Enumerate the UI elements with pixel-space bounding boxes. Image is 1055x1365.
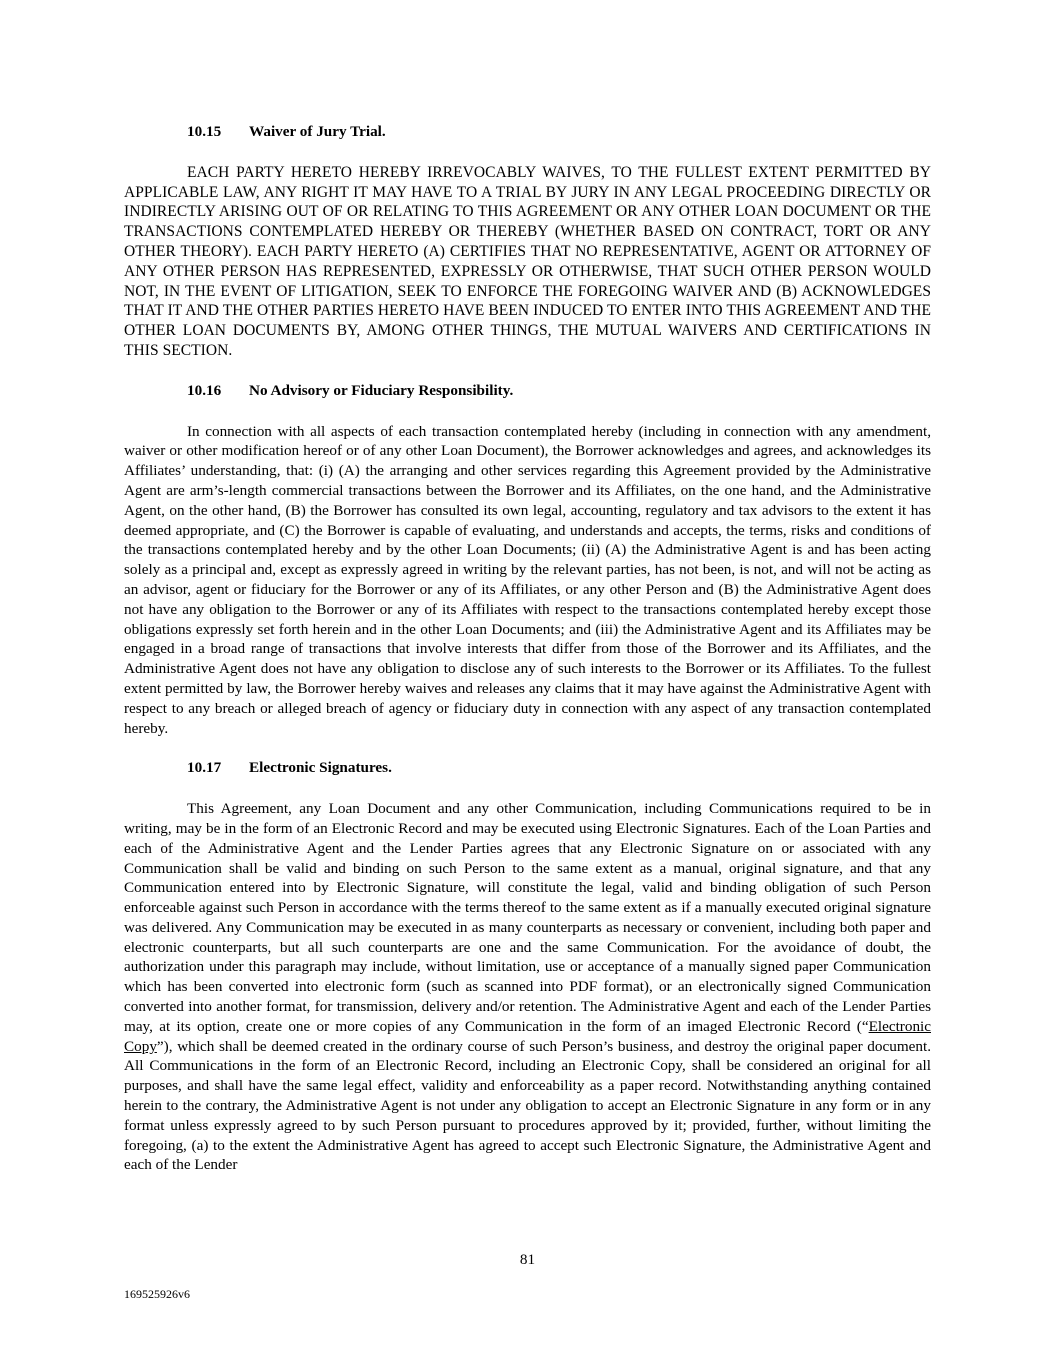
section-paragraph-10-17 — [124, 799, 931, 1175]
section-heading-10-17 — [124, 758, 931, 778]
section-number: 10.15 — [187, 123, 222, 140]
section-paragraph-10-15: EACH PARTY HERETO HEREBY IRREVOCABLY WAIVES, TO THE FULLEST EXTENT PERMITTED BY APPLICABLE LAW, ANY RIGHT IT MAY HAVE TO A TRIAL BY JURY IN ANY LEGAL PROCEEDING DIRECTLY OR INDIRECTLY ARISING OUT OF OR RELATING TO THIS AGREEMENT OR ANY OTHER LOAN DOCUMENT OR THE TRANSACTIONS CONTEMPLATED HEREBY OR THEREBY (WHETHER BASED ON CONTRACT, TORT OR ANY OTHER THEORY). EACH PARTY HERETO (A) CERTIFIES THAT NO REPRESENTATIVE, AGENT OR ATTORNEY OF ANY OTHER PERSON HAS REPRESENTED, EXPRESSLY OR OTHERWISE, THAT SUCH OTHER PERSON WOULD NOT, IN THE EVENT OF LITIGATION, SEEK TO ENFORCE THE FOREGOING WAIVER AND (B) ACKNOWLEDGES THAT IT AND THE OTHER PARTIES HERETO HAVE BEEN INDUCED TO ENTER INTO THIS AGREEMENT AND THE OTHER LOAN DOCUMENTS BY, AMONG OTHER THINGS, THE MUTUAL WAIVERS AND CERTIFICATIONS IN THIS SECTION. — [124, 163, 931, 359]
section-paragraph-10-16: In connection with all aspects of each transaction contemplated hereby (including in connection with any amendment, waiver or other modification hereof or of any other Loan Document), the Borrower acknowledges and agrees, and acknowledges its Affiliates’ understanding, that: (i) (A) the arranging and other services regarding this Agreement provided by the Administrative Agent are arm’s-length commercial transactions between the Borrower and its Affiliates, on the one hand, and the Administrative Agent, on the other hand, (B) the Borrower has consulted its own legal, accounting, regulatory and tax advisors to the extent it has deemed appropriate, and (C) the Borrower is capable of evaluating, and understands and accepts, the terms, risks and conditions of the transactions contemplated hereby and by the other Loan Documents; (ii) (A) the Administrative Agent is and has been acting solely as a principal and, except as expressly agreed in writing by the relevant parties, has not been, is not, and will not be acting as an advisor, agent or fiduciary for the Borrower or any of its Affiliates, or any other Person and (B) the Administrative Agent does not have any obligation to the Borrower or any of its Affiliates with respect to the transactions contemplated hereby except those obligations expressly set forth herein and in the other Loan Documents; and (iii) the Administrative Agent and its Affiliates may be engaged in a broad range of transactions that involve interests that differ from those of the Borrower and its Affiliates, and the Administrative Agent does not have any obligation to disclose any of such interests to the Borrower or its Affiliates. To the fullest extent permitted by law, the Borrower hereby waives and releases any claims that it may have against the Administrative Agent with respect to any breach or alleged breach of agency or fiduciary duty in connection with any aspect of any transaction contemplated hereby. — [124, 422, 931, 737]
paragraph-text-before-term: This Agreement, any Loan Document and any other Communication, including Communications required to be in writing, may be in the form of an Electronic Record and may be executed using Electronic Signatures. Each of the Loan Parties and each of the Administrative Agent and the Lender Parties agrees that any Electronic Signature on or associated with any Communication shall be valid and binding on such Person to the same extent as a manual, original signature, and that any Communication entered into by Electronic Signature, will constitute the legal, valid and binding obligation of such Person enforceable against such Person in accordance with the terms thereof to the same extent as if a manually executed original signature was delivered. Any Communication may be executed in as many counterparts as necessary or convenient, including both paper and electronic counterparts, but all such counterparts are one and the same Communication. For the avoidance of doubt, the authorization under this paragraph may include, without limitation, use or acceptance of a manually signed paper Communication which has been converted into electronic form (such as scanned into PDF format), or an electronically signed Communication converted into another format, for transmission, delivery and/or retention. The Administrative Agent and each of the Lender Parties may, at its option, create one or more copies of any Communication in the form of an imaged Electronic Record (“ — [124, 800, 931, 1035]
section-number: 10.16 — [187, 381, 222, 399]
defined-term-electronic-copy: Electronic Copy — [124, 1017, 931, 1055]
section-title: No Advisory or Fiduciary Responsibility. — [249, 381, 514, 399]
section-number: 10.17 — [187, 759, 222, 777]
section-title: Waiver of Jury Trial. — [249, 123, 386, 140]
page-number: 81 — [519, 1251, 536, 1268]
section-title: Electronic Signatures. — [249, 759, 392, 777]
section-heading-10-16 — [124, 381, 931, 401]
document-page — [124, 122, 931, 1195]
section-heading-10-15 — [124, 122, 931, 142]
paragraph-text-after-term: ”), which shall be deemed created in the ordinary course of such Person’s business, and destroy the original paper document. All Communications in the form of an Electronic Record, including an Electronic Copy, shall be considered an original for all purposes, and shall have the same legal effect, validity and enforceability as a paper record. Notwithstanding anything contained herein to the contrary, the Administrative Agent is not under any obligation to accept an Electronic Signature in any form or in any format unless expressly agreed to by such Person pursuant to procedures approved by it; provided, further, without limiting the foregoing, (a) to the extent the Administrative Agent has agreed to accept such Electronic Signature, the Administrative Agent and each of the Lender — [124, 1037, 931, 1174]
document-id: 169525926v6 — [124, 1287, 190, 1301]
